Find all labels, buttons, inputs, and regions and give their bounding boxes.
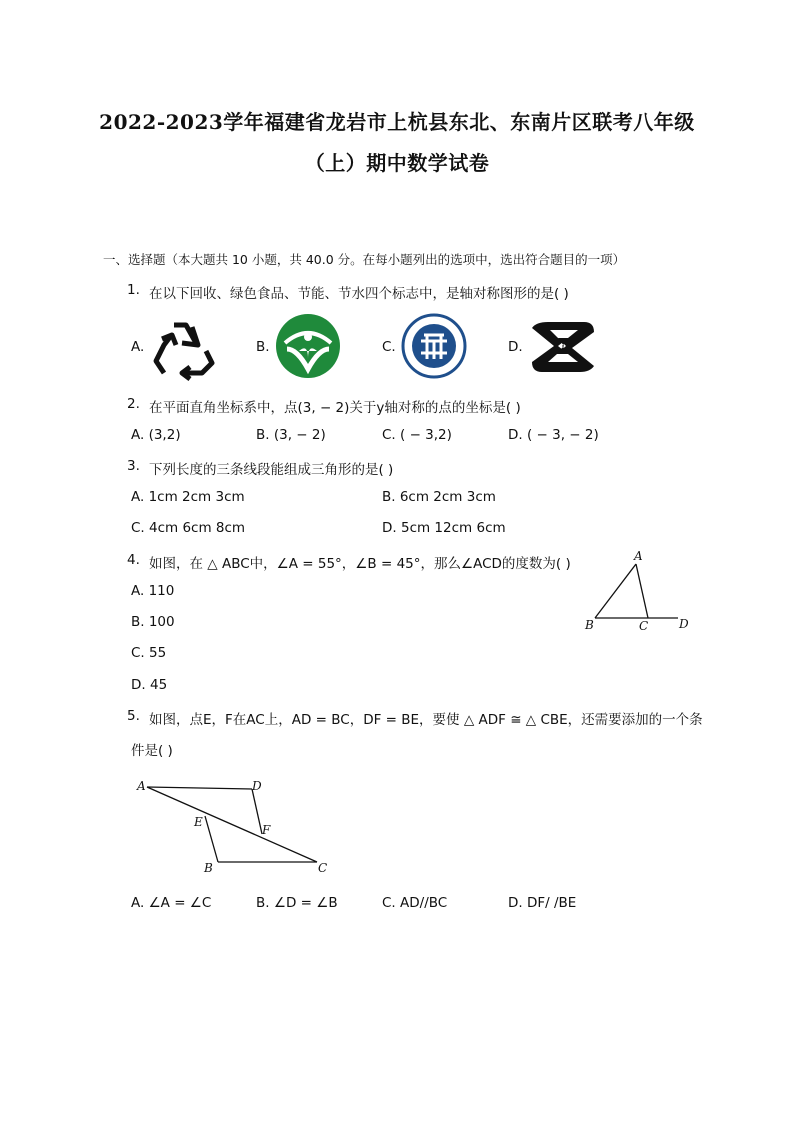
q4-option-d: D. 45 bbox=[131, 677, 168, 693]
q5-label-d: D bbox=[252, 779, 262, 793]
q4-option-c: C. 55 bbox=[131, 645, 167, 661]
question-4-number: 4. bbox=[127, 552, 140, 568]
q4-label-d: D bbox=[679, 617, 689, 631]
question-1-number: 1. bbox=[127, 282, 140, 298]
question-3-text: 下列长度的三条线段能组成三角形的是( ) bbox=[149, 462, 394, 478]
q1-option-d-label: D. bbox=[508, 339, 523, 355]
q4-option-b: B. 100 bbox=[131, 614, 175, 630]
energy-saving-logo-icon bbox=[401, 313, 467, 379]
green-food-logo-icon bbox=[275, 313, 341, 379]
q5-label-f: F bbox=[262, 823, 271, 837]
recycle-logo-icon bbox=[152, 315, 216, 379]
question-5-text-continued: 件是( ) bbox=[131, 743, 173, 759]
q3-option-a: A. 1cm 2cm 3cm bbox=[131, 489, 245, 505]
q2-option-c: C. ( − 3,2) bbox=[382, 427, 452, 443]
q2-option-d: D. ( − 3, − 2) bbox=[508, 427, 599, 443]
q5-parallelogram-figure bbox=[130, 772, 340, 882]
water-saving-logo-icon bbox=[528, 318, 598, 374]
q5-option-c: C. AD//BC bbox=[382, 895, 448, 911]
q5-option-d: D. DF/ /BE bbox=[508, 895, 577, 911]
question-3-number: 3. bbox=[127, 458, 140, 474]
q3-option-c: C. 4cm 6cm 8cm bbox=[131, 520, 246, 536]
section-header: 一、选择题（本大题共 10 小题，共 40.0 分。在每小题列出的选项中，选出符合题目的一项） bbox=[103, 252, 626, 267]
q3-option-d: D. 5cm 12cm 6cm bbox=[382, 520, 506, 536]
question-2-number: 2. bbox=[127, 396, 140, 412]
q1-option-b-label: B. bbox=[256, 339, 270, 355]
question-5-number: 5. bbox=[127, 708, 140, 724]
q5-segment-ac bbox=[147, 787, 317, 862]
question-1-text: 在以下回收、绿色食品、节能、节水四个标志中，是轴对称图形的是( ) bbox=[149, 286, 569, 302]
question-5-text: 如图，点E，F在AC上，AD = BC，DF = BE，要使 △ ADF ≅ △ CBE，还需要添加的一个条 bbox=[149, 712, 703, 728]
q4-option-a: A. 110 bbox=[131, 583, 175, 599]
q4-label-b: B bbox=[585, 618, 594, 632]
q4-segment-ab bbox=[595, 564, 636, 618]
q5-label-b: B bbox=[204, 861, 213, 875]
q4-label-c: C bbox=[639, 619, 649, 633]
q5-segment-ad bbox=[147, 787, 252, 789]
page-title-line2: （上）期中数学试卷 bbox=[304, 151, 490, 175]
q5-option-b: B. ∠D = ∠B bbox=[256, 895, 338, 911]
question-4-text: 如图，在 △ ABC中，∠A = 55°，∠B = 45°，那么∠ACD的度数为( ) bbox=[149, 556, 571, 572]
page-title-line1: 2022-2023学年福建省龙岩市上杭县东北、东南片区联考八年级 bbox=[99, 110, 695, 134]
q3-option-b: B. 6cm 2cm 3cm bbox=[382, 489, 496, 505]
q2-option-b: B. (3, − 2) bbox=[256, 427, 326, 443]
q5-label-a: A bbox=[137, 779, 146, 793]
q4-segment-ac bbox=[636, 564, 648, 618]
q2-option-a: A. (3,2) bbox=[131, 427, 181, 443]
q5-label-c: C bbox=[318, 861, 328, 875]
q5-option-a: A. ∠A = ∠C bbox=[131, 895, 212, 911]
q5-segment-be bbox=[205, 816, 218, 862]
q1-option-c-label: C. bbox=[382, 339, 396, 355]
q4-label-a: A bbox=[634, 549, 643, 563]
q5-segment-df bbox=[252, 789, 262, 834]
q1-option-a-label: A. bbox=[131, 339, 145, 355]
q5-label-e: E bbox=[194, 815, 203, 829]
question-2-text: 在平面直角坐标系中，点(3, − 2)关于y轴对称的点的坐标是( ) bbox=[149, 400, 521, 416]
